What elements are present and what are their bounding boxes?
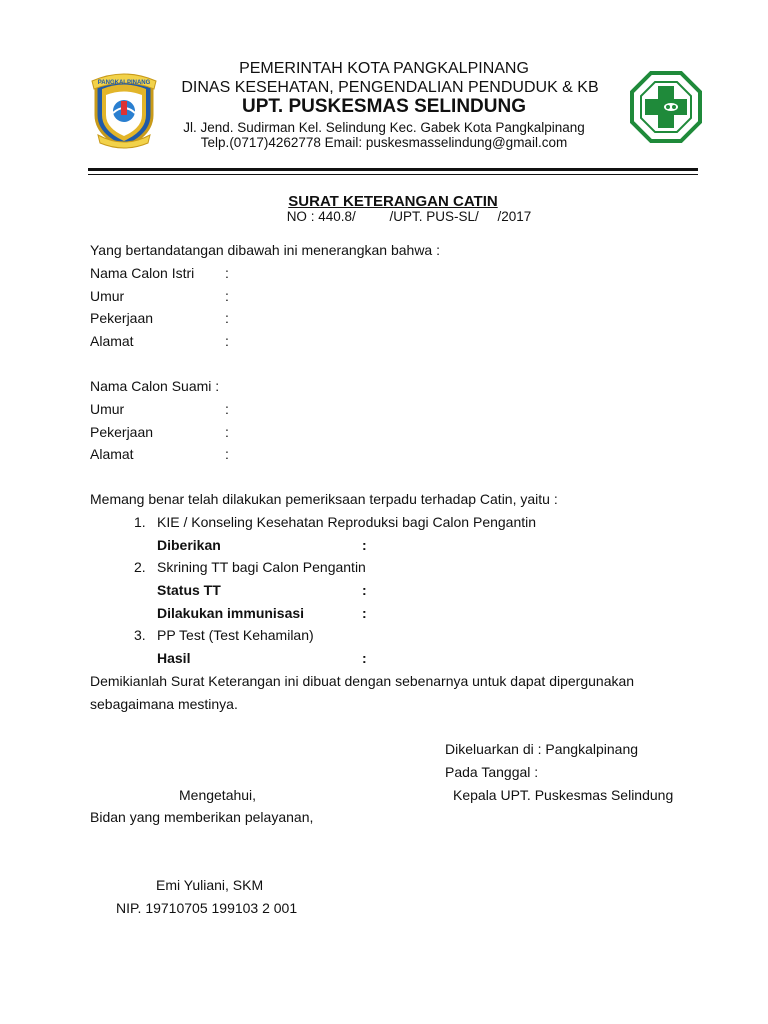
letterhead-government: PEMERINTAH KOTA PANGKALPINANG — [239, 60, 529, 77]
letterhead-institution: UPT. PUSKESMAS SELINDUNG — [242, 96, 526, 117]
exam-item-1-field: Diberikan — [157, 537, 221, 553]
colon: : — [362, 537, 367, 553]
item-number: 1. — [134, 514, 146, 530]
groom-job-label: Pekerjaan — [90, 424, 154, 440]
letterhead-department: DINAS KESEHATAN, PENGENDALIAN PENDUDUK & KB — [181, 79, 599, 96]
exam-item-2-field-2: Dilakukan immunisasi — [157, 605, 305, 621]
letterhead-address: Jl. Jend. Sudirman Kel. Selindung Kec. Gabek Kota Pangkalpinang — [183, 120, 585, 135]
acknowledged-label: Mengetahui, — [179, 787, 257, 803]
groom-address-label: Alamat — [90, 446, 134, 462]
bride-name-label: Nama Calon Istri — [90, 265, 195, 281]
document-title: SURAT KETERANGAN CATIN — [288, 193, 498, 210]
bride-job-label: Pekerjaan — [90, 310, 154, 326]
date-label: Pada Tanggal : — [445, 764, 539, 780]
midwife-nip: NIP. 19710705 199103 2 001 — [116, 900, 298, 916]
item-number: 3. — [134, 627, 146, 643]
closing-line-1: Demikianlah Surat Keterangan ini dibuat dengan sebenarnya untuk dapat dipergunakan — [90, 673, 635, 689]
letterhead-divider-thin — [88, 174, 698, 175]
bride-address-label: Alamat — [90, 333, 134, 349]
colon: : — [362, 650, 367, 666]
groom-age-label: Umur — [90, 401, 125, 417]
head-title: Kepala UPT. Puskesmas Selindung — [453, 787, 674, 803]
logo-scroll-text: PANGKALPINANG — [97, 80, 151, 86]
intro-text: Yang bertandatangan dibawah ini menerangkan bahwa : — [90, 242, 440, 258]
midwife-name: Emi Yuliani, SKM — [156, 877, 264, 893]
exam-item-2-field-1: Status TT — [157, 582, 221, 598]
colon: : — [225, 310, 229, 326]
document-number: NO : 440.8/ /UPT. PUS-SL/ /2017 — [286, 209, 532, 224]
exam-item-1: KIE / Konseling Kesehatan Reproduksi bagi Calon Pengantin — [157, 514, 537, 530]
groom-name-label: Nama Calon Suami : — [90, 378, 220, 394]
letterhead-divider-thick — [88, 168, 698, 171]
item-number: 2. — [134, 559, 146, 575]
colon: : — [225, 265, 229, 281]
exam-item-3-field: Hasil — [157, 650, 191, 666]
colon: : — [225, 446, 229, 462]
midwife-title: Bidan yang memberikan pelayanan, — [90, 809, 314, 825]
exam-item-3: PP Test (Test Kehamilan) — [157, 627, 314, 643]
closing-line-2: sebagaimana mestinya. — [90, 696, 238, 712]
exam-item-2: Skrining TT bagi Calon Pengantin — [157, 559, 366, 575]
colon: : — [225, 333, 229, 349]
colon: : — [225, 288, 229, 304]
bride-age-label: Umur — [90, 288, 125, 304]
letterhead-contact: Telp.(0717)4262778 Email: puskesmasselindung@gmail.com — [200, 135, 568, 150]
issued-at: Dikeluarkan di : Pangkalpinang — [445, 741, 639, 757]
colon: : — [225, 424, 229, 440]
exam-statement: Memang benar telah dilakukan pemeriksaan terpadu terhadap Catin, yaitu : — [90, 491, 558, 507]
colon: : — [362, 582, 367, 598]
colon: : — [225, 401, 229, 417]
colon: : — [362, 605, 367, 621]
